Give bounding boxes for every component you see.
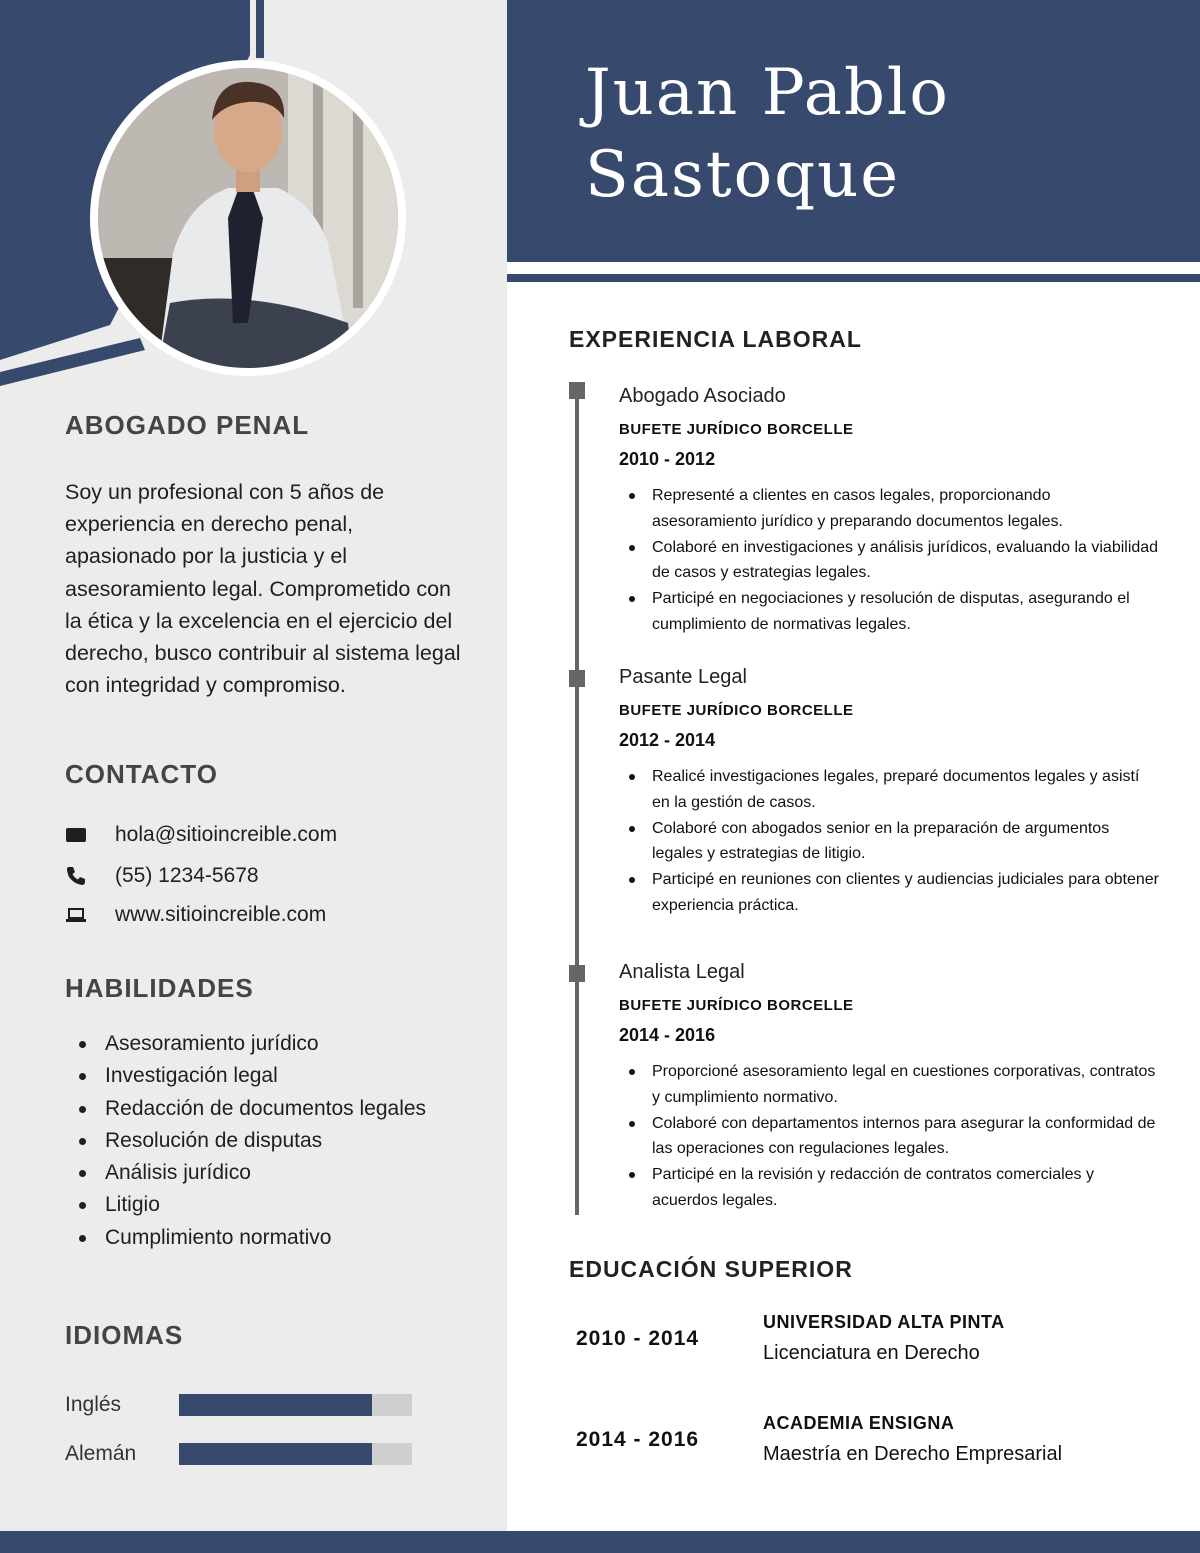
phone-icon [65, 865, 87, 887]
education-dates: 2010 - 2014 [576, 1327, 700, 1350]
job-bullet: Colaboré con abogados senior en la preparación de argumentos legales y estrategias de litigio. [619, 816, 1159, 868]
profile-title: ABOGADO PENAL [65, 410, 310, 440]
education-heading: EDUCACIÓN SUPERIOR [569, 1256, 853, 1282]
contact-heading: CONTACTO [65, 759, 218, 789]
job-title: Abogado Asociado [619, 385, 786, 407]
language-level-fill [179, 1394, 372, 1416]
job-entry [619, 664, 1159, 919]
skill-item: Cumplimiento normativo [75, 1222, 455, 1254]
footer-band [0, 1531, 1200, 1553]
skills-heading: HABILIDADES [65, 973, 254, 1003]
education-school: UNIVERSIDAD ALTA PINTA [763, 1312, 1005, 1332]
skill-item: Redacción de documentos legales [75, 1093, 455, 1125]
skill-item: Resolución de disputas [75, 1125, 455, 1157]
timeline-marker [569, 965, 585, 982]
job-company: BUFETE JURÍDICO BORCELLE [619, 421, 854, 438]
envelope-icon [65, 824, 87, 846]
job-dates: 2014 - 2016 [619, 1025, 716, 1045]
job-dates: 2010 - 2012 [619, 449, 716, 469]
profile-photo [90, 60, 406, 376]
name-first-line: Juan Pablo [585, 56, 950, 130]
language-row-english [65, 1391, 412, 1419]
language-name: Inglés [65, 1393, 122, 1416]
profile-summary: Soy un profesional con 5 años de experiencia en derecho penal, apasionado por la justicia y el asesoramiento legal. Comprometido con la ética y la excelencia en el ejercicio del derecho, busco contribuir al sistema legal con integridad y compromiso. [65, 480, 461, 698]
timeline-line [575, 390, 579, 1215]
education-dates: 2014 - 2016 [576, 1428, 700, 1451]
job-bullet: Realicé investigaciones legales, preparé documentos legales y asistí en la gestión de casos. [619, 764, 1159, 816]
skill-item: Análisis jurídico [75, 1157, 455, 1189]
full-name [585, 52, 950, 216]
skills-list [75, 1028, 455, 1254]
language-level-bar [179, 1443, 412, 1465]
job-bullet: Colaboré en investigaciones y análisis jurídicos, evaluando la viabilidad de casos y estrategias legales. [619, 535, 1159, 587]
email-text: hola@sitioincreible.com [115, 823, 338, 846]
timeline-marker [569, 382, 585, 399]
language-row-german [65, 1440, 412, 1468]
job-bullet: Representé a clientes en casos legales, proporcionando asesoramiento jurídico y preparando documentos legales. [619, 483, 1159, 535]
header-divider [507, 274, 1200, 282]
job-bullet: Proporcioné asesoramiento legal en cuestiones corporativas, contratos y cumplimiento normativo. [619, 1059, 1159, 1111]
phone-text: (55) 1234-5678 [115, 864, 259, 887]
job-bullet: Participé en reuniones con clientes y audiencias judiciales para obtener experiencia práctica. [619, 867, 1159, 919]
job-bullet: Colaboré con departamentos internos para asegurar la conformidad de las operaciones con regulaciones legales. [619, 1111, 1159, 1163]
job-title: Pasante Legal [619, 666, 747, 688]
name-second-line: Sastoque [585, 138, 901, 212]
job-bullets [619, 764, 1159, 919]
education-degree: Maestría en Derecho Empresarial [763, 1443, 1063, 1465]
laptop-icon [65, 904, 87, 926]
job-entry [619, 959, 1159, 1214]
job-dates: 2012 - 2014 [619, 730, 716, 750]
timeline-marker [569, 670, 585, 687]
job-bullet: Participé en la revisión y redacción de contratos comerciales y acuerdos legales. [619, 1162, 1159, 1214]
language-name: Alemán [65, 1442, 137, 1465]
job-bullets [619, 1059, 1159, 1214]
website-text: www.sitioincreible.com [115, 903, 327, 926]
job-company: BUFETE JURÍDICO BORCELLE [619, 997, 854, 1014]
skill-item: Litigio [75, 1189, 455, 1221]
job-bullet: Participé en negociaciones y resolución de disputas, asegurando el cumplimiento de normativas legales. [619, 586, 1159, 638]
portrait-illustration [98, 68, 398, 368]
skill-item: Investigación legal [75, 1060, 455, 1092]
skill-item: Asesoramiento jurídico [75, 1028, 455, 1060]
job-entry [619, 383, 1159, 638]
education-degree: Licenciatura en Derecho [763, 1342, 980, 1364]
contact-email[interactable] [65, 820, 337, 850]
language-level-bar [179, 1394, 412, 1416]
job-bullets [619, 483, 1159, 638]
contact-phone[interactable] [65, 861, 259, 891]
education-school: ACADEMIA ENSIGNA [763, 1413, 955, 1433]
experience-heading: EXPERIENCIA LABORAL [569, 326, 862, 352]
language-level-fill [179, 1443, 372, 1465]
contact-website[interactable] [65, 900, 326, 930]
profile-photo-image [98, 68, 398, 368]
job-title: Analista Legal [619, 961, 745, 983]
languages-heading: IDIOMAS [65, 1320, 184, 1350]
job-company: BUFETE JURÍDICO BORCELLE [619, 702, 854, 719]
